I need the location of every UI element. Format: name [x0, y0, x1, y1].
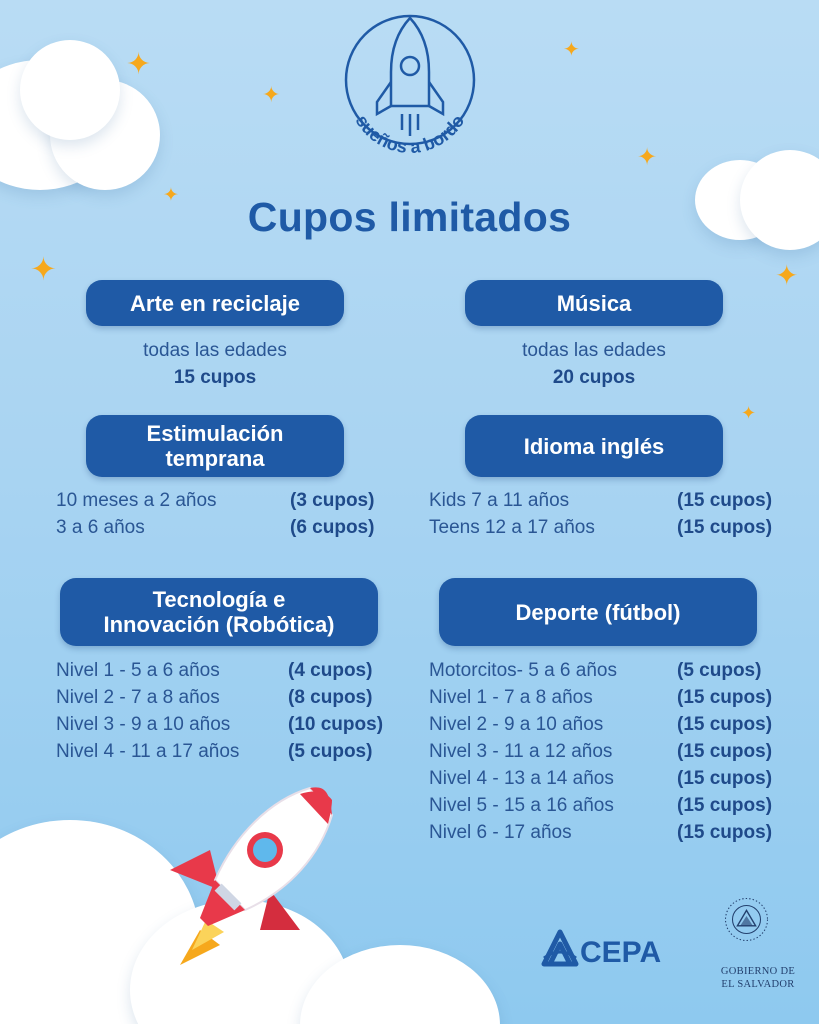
cupos-text: 20 cupos: [552, 367, 636, 388]
section-title-text: Innovación (Robótica): [103, 612, 335, 637]
list-item: Nivel 1 - 7 a 8 años (15 cupos): [429, 687, 773, 708]
list-item: Nivel 2 - 7 a 8 años (8 cupos): [56, 687, 373, 708]
section-title-arte: [86, 280, 344, 326]
list-item: Nivel 4 - 11 a 17 años (5 cupos): [56, 741, 373, 762]
cloud-top-left: [20, 40, 120, 140]
gobierno-seal-icon: [722, 895, 792, 965]
section-title-text: Arte en reciclaje: [130, 290, 300, 316]
age-text: todas las edades: [522, 340, 666, 361]
section-tecnologia-rows: [56, 657, 416, 765]
section-musica-info: [465, 337, 723, 391]
section-title-text: Música: [556, 290, 632, 316]
section-deporte-rows: [429, 657, 799, 846]
rocket-icon: [140, 780, 340, 970]
suenos-a-bordo-logo: [335, 10, 485, 160]
list-item: Kids 7 a 11 años (15 cupos): [429, 490, 773, 511]
section-title-text: Estimulación: [146, 421, 284, 446]
list-item: Nivel 3 - 11 a 12 años (15 cupos): [429, 741, 773, 762]
list-item: Teens 12 a 17 años (15 cupos): [429, 517, 773, 538]
list-item: Motorcitos- 5 a 6 años (5 cupos): [429, 660, 762, 681]
section-title-tecnologia: [60, 578, 378, 646]
star-icon: ✦: [637, 144, 658, 171]
list-item: 10 meses a 2 años (3 cupos): [56, 490, 375, 511]
gobierno-line1: GOBIERNO DE: [720, 966, 796, 977]
star-icon: ✦: [262, 82, 281, 107]
section-arte-info: [86, 337, 344, 391]
cepa-logo-text: CEPA: [580, 936, 662, 969]
page-title: Cupos limitados: [247, 194, 572, 240]
list-item: Nivel 5 - 15 a 16 años (15 cupos): [429, 795, 773, 816]
star-icon: ✦: [30, 251, 57, 287]
list-item: 3 a 6 años (6 cupos): [56, 517, 375, 538]
age-text: todas las edades: [143, 340, 287, 361]
section-estimulacion-rows: [56, 487, 396, 541]
section-title-musica: [465, 280, 723, 326]
gobierno-line2: EL SALVADOR: [721, 979, 795, 990]
section-ingles-rows: [429, 487, 799, 541]
section-title-estimulacion: [86, 415, 344, 477]
list-item: Nivel 2 - 9 a 10 años (15 cupos): [429, 714, 773, 735]
section-title-text: Tecnología e: [152, 587, 286, 612]
section-title-ingles: [465, 415, 723, 477]
gobierno-text: [698, 965, 818, 991]
star-icon: ✦: [775, 260, 799, 291]
list-item: Nivel 4 - 13 a 14 años (15 cupos): [429, 768, 773, 789]
list-item: Nivel 6 - 17 años (15 cupos): [429, 822, 773, 843]
star-icon: ✦: [741, 403, 757, 423]
section-title-text: temprana: [165, 446, 265, 471]
section-title-deporte: [439, 578, 757, 646]
cupos-text: 15 cupos: [173, 367, 257, 388]
section-title-text: Deporte (fútbol): [515, 599, 681, 625]
cepa-logo: [540, 920, 685, 970]
star-icon: ✦: [163, 185, 179, 206]
star-icon: ✦: [126, 48, 152, 81]
list-item: Nivel 3 - 9 a 10 años (10 cupos): [56, 714, 384, 735]
section-title-text: Idioma inglés: [523, 433, 665, 459]
list-item: Nivel 1 - 5 a 6 años (4 cupos): [56, 660, 373, 681]
logo-text: sueños a bordo: [351, 111, 469, 158]
star-icon: ✦: [563, 39, 580, 61]
